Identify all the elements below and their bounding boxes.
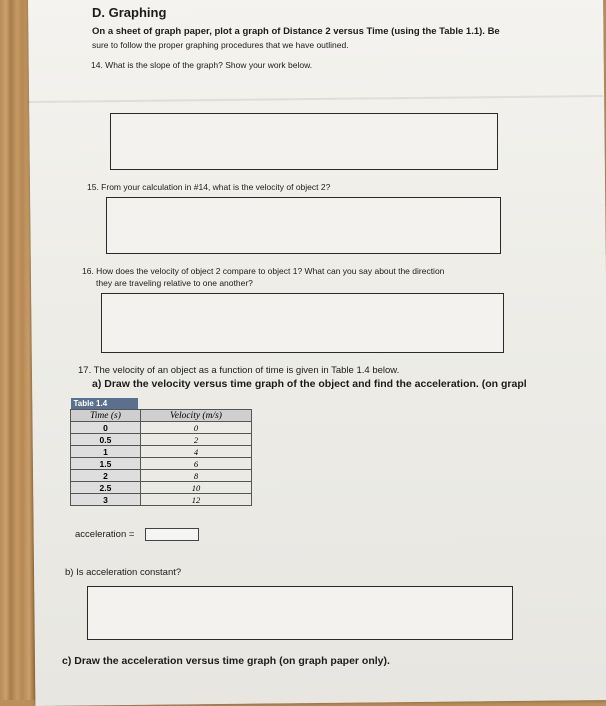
table-header-row bbox=[71, 410, 252, 422]
question-14: 14. What is the slope of the graph? Show your work below. bbox=[91, 60, 313, 70]
table-row bbox=[71, 494, 252, 506]
time-cell: 1.5 bbox=[71, 458, 141, 470]
time-cell: 0 bbox=[71, 422, 141, 434]
velocity-cell: 8 bbox=[140, 470, 251, 482]
acceleration-label: acceleration = bbox=[75, 529, 135, 540]
question-16-line-1: 16. How does the velocity of object 2 compare to object 1? What can you say about the direction bbox=[82, 266, 445, 276]
velocity-cell: 6 bbox=[140, 458, 251, 470]
acceleration-input[interactable] bbox=[145, 528, 199, 541]
table-row bbox=[71, 470, 252, 482]
answer-box-q14[interactable] bbox=[110, 113, 498, 170]
question-17c: c) Draw the acceleration versus time graph (on graph paper only). bbox=[62, 655, 390, 667]
velocity-cell: 12 bbox=[140, 494, 251, 506]
answer-box-q16[interactable] bbox=[101, 293, 504, 353]
velocity-cell: 10 bbox=[140, 482, 251, 494]
time-cell: 2 bbox=[71, 470, 141, 482]
velocity-cell: 4 bbox=[140, 446, 251, 458]
time-cell: 3 bbox=[71, 494, 141, 506]
velocity-cell: 0 bbox=[140, 422, 251, 434]
instruction-line-2: sure to follow the proper graphing procedures that we have outlined. bbox=[92, 40, 349, 50]
table-caption-row bbox=[71, 398, 252, 410]
table-caption: Table 1.4 bbox=[71, 398, 138, 409]
table-row bbox=[71, 446, 252, 458]
question-15: 15. From your calculation in #14, what is the velocity of object 2? bbox=[87, 182, 331, 192]
table-row bbox=[71, 422, 252, 434]
question-17a: a) Draw the velocity versus time graph of the object and find the acceleration. (on grapl bbox=[92, 378, 527, 390]
velocity-cell: 2 bbox=[140, 434, 251, 446]
answer-box-q15[interactable] bbox=[106, 197, 501, 254]
table-row bbox=[71, 434, 252, 446]
question-17b: b) Is acceleration constant? bbox=[65, 567, 182, 578]
table-row bbox=[71, 482, 252, 494]
answer-box-q17b[interactable] bbox=[87, 586, 513, 640]
instruction-line-1: On a sheet of graph paper, plot a graph of Distance 2 versus Time (using the Table 1.1). Be bbox=[92, 26, 500, 37]
velocity-time-table bbox=[70, 398, 252, 506]
section-heading: D. Graphing bbox=[92, 5, 167, 20]
column-header-velocity: Velocity (m/s) bbox=[140, 410, 251, 422]
question-16-line-2: they are traveling relative to one another? bbox=[96, 278, 253, 288]
time-cell: 0.5 bbox=[71, 434, 141, 446]
column-header-time: Time (s) bbox=[71, 410, 141, 422]
question-17: 17. The velocity of an object as a function of time is given in Table 1.4 below. bbox=[78, 365, 400, 376]
table-row bbox=[71, 458, 252, 470]
time-cell: 1 bbox=[71, 446, 141, 458]
time-cell: 2.5 bbox=[71, 482, 141, 494]
